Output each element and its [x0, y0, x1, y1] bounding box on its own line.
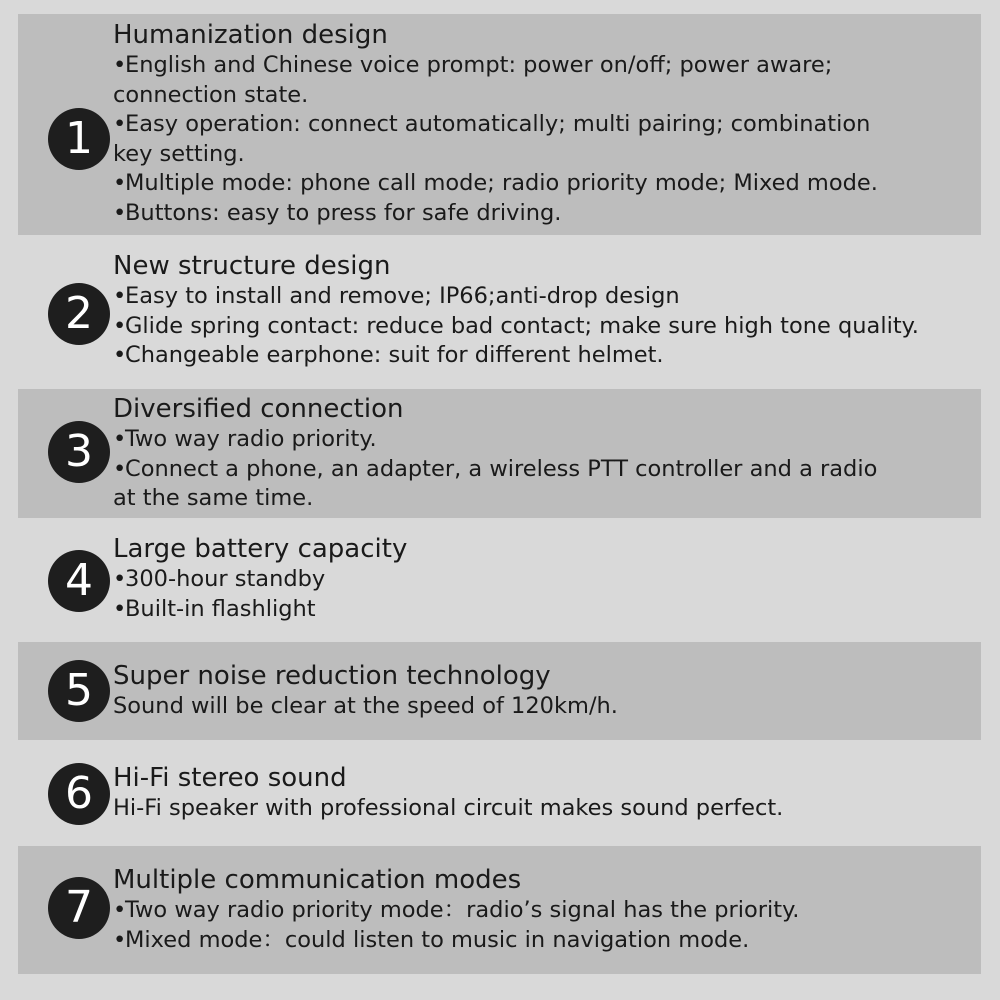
bullet-item: • Two way radio priority. — [113, 425, 981, 455]
bullet-item: • Connect a phone, an adapter, a wireless PTT controller and a radio — [113, 455, 981, 485]
section-title: New structure design — [113, 251, 391, 281]
section-title: Hi-Fi stereo sound — [113, 763, 347, 793]
section-number-badge: 1 — [48, 108, 110, 170]
feature-section-6 — [18, 750, 981, 838]
bullet-continuation: key setting. — [113, 140, 245, 167]
feature-section-5 — [18, 642, 981, 740]
section-number-badge: 4 — [48, 550, 110, 612]
bullet-item: • Multiple mode: phone call mode; radio priority mode; Mixed mode. — [113, 169, 981, 199]
bullet-item: • Mixed mode：could listen to music in navigation mode. — [113, 926, 981, 956]
section-number-badge: 5 — [48, 660, 110, 722]
feature-section-7 — [18, 846, 981, 974]
section-number-badge: 6 — [48, 763, 110, 825]
feature-section-3 — [18, 389, 981, 518]
section-title: Diversified connection — [113, 394, 404, 424]
section-number-badge: 3 — [48, 421, 110, 483]
bullet-item: • 300-hour standby — [113, 565, 981, 595]
feature-section-1 — [18, 14, 981, 235]
bullet-item: • Buttons: easy to press for safe driving. — [113, 199, 981, 229]
section-title: Super noise reduction technology — [113, 661, 551, 691]
section-title: Multiple communication modes — [113, 865, 522, 895]
bullet-item: • Changeable earphone: suit for different helmet. — [113, 341, 981, 371]
section-title: Humanization design — [113, 20, 388, 50]
feature-section-4 — [18, 530, 981, 630]
feature-section-2 — [18, 246, 981, 381]
section-title: Large battery capacity — [113, 534, 408, 564]
bullet-item: • Glide spring contact: reduce bad contact; make sure high tone quality. — [113, 312, 981, 342]
section-number-badge: 2 — [48, 283, 110, 345]
bullet-item: • Easy to install and remove; IP66;anti-drop design — [113, 282, 981, 312]
section-number-badge: 7 — [48, 877, 110, 939]
bullet-item: • Built-in flashlight — [113, 595, 981, 625]
section-description: Sound will be clear at the speed of 120km/h. — [113, 693, 618, 719]
bullet-item: • English and Chinese voice prompt: power on/off; power aware; — [113, 51, 981, 81]
bullet-item: • Two way radio priority mode：radio’s signal has the priority. — [113, 896, 981, 926]
section-description: Hi-Fi speaker with professional circuit makes sound perfect. — [113, 795, 784, 821]
bullet-item: • Easy operation: connect automatically; multi pairing; combination — [113, 110, 981, 140]
bullet-continuation: connection state. — [113, 81, 309, 108]
bullet-continuation: at the same time. — [113, 485, 314, 511]
